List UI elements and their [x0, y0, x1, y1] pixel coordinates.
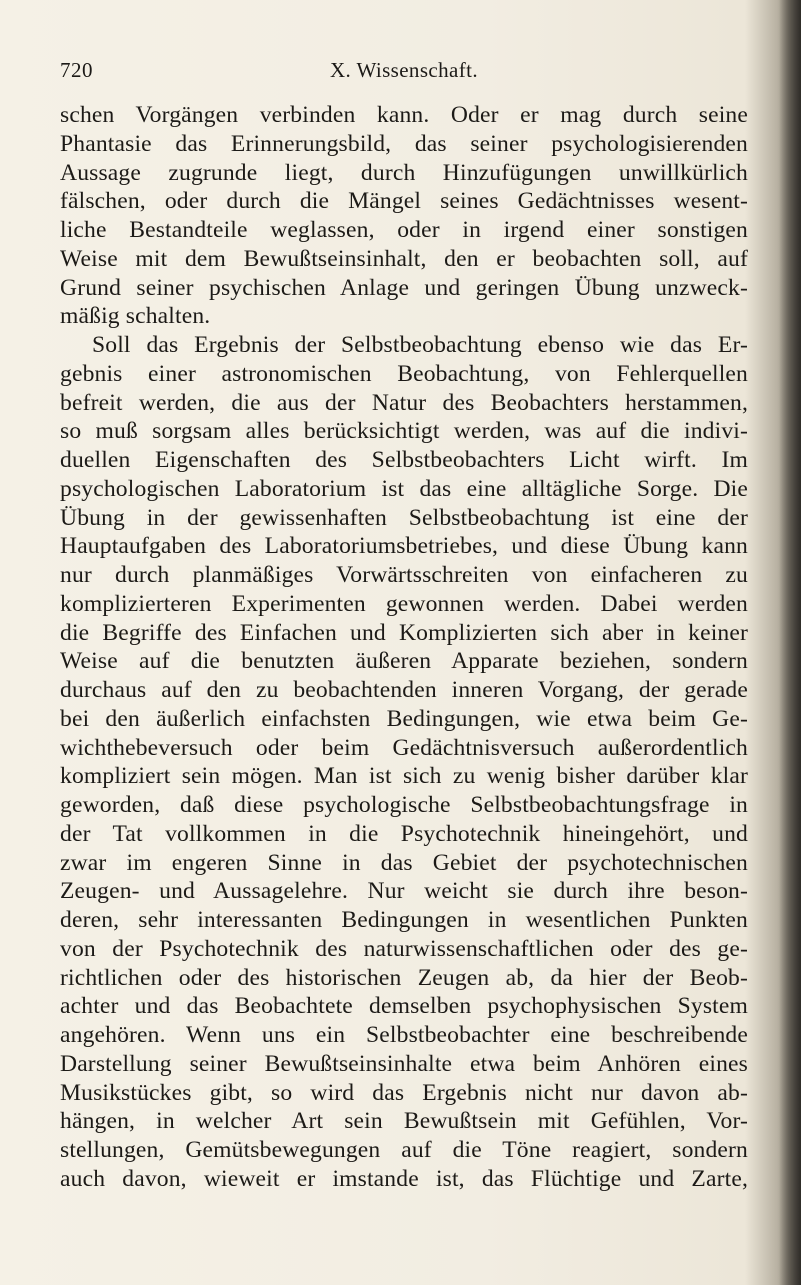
- text-line: liche Bestandteile weglassen, oder in irgend einer sonstigen: [60, 217, 748, 243]
- text-line: Weise auf die benutzten äußeren Apparate beziehen, sondern: [60, 648, 748, 675]
- text-line: gebnis einer astronomischen Beobachtung, von Fehlerquellen: [60, 360, 748, 387]
- text-line: zwar im engeren Sinne in das Gebiet der psychotechnischen: [60, 849, 748, 876]
- text-line: komplizierteren Experimenten gewonnen werden. Dabei werden: [60, 590, 748, 617]
- text-line: nur durch planmäßiges Vorwärtsschreiten von einfacheren zu: [60, 562, 748, 588]
- body-text: [60, 101, 748, 1194]
- text-line: Phantasie das Erinnerungsbild, das seiner psychologisierenden: [60, 130, 748, 157]
- text-line: Zeugen- und Aussagelehre. Nur weicht sie durch ihre beson-: [60, 878, 748, 905]
- text-line: wichthebeversuch oder beim Gedächtnisversuch außerordentlich: [60, 734, 748, 761]
- text-line: durchaus auf den zu beobachtenden inneren Vorgang, der gerade: [60, 677, 748, 703]
- text-line: Übung in der gewissenhaften Selbstbeobachtung ist eine der: [60, 504, 748, 531]
- text-line: Hauptaufgaben des Laboratoriumsbetriebes, und diese Übung kann: [60, 533, 748, 560]
- text-line: deren, sehr interessanten Bedingungen in wesentlichen Punkten: [60, 907, 748, 933]
- running-head: X. Wissenschaft.: [329, 58, 479, 82]
- text-line: Darstellung seiner Bewußtseinsinhalte etwa beim Anhören eines: [60, 1050, 748, 1077]
- paragraph-start-line: Soll das Ergebnis der Selbstbeobachtung ebenso wie das Er-: [92, 332, 748, 358]
- text-line: der Tat vollkommen in die Psychotechnik hineingehört, und: [60, 820, 748, 847]
- text-line: von der Psychotechnik des naturwissenschaftlichen oder des ge-: [60, 935, 748, 962]
- text-line: befreit werden, die aus der Natur des Beobachters herstammen,: [60, 389, 748, 416]
- text-line: stellungen, Gemütsbewegungen auf die Töne reagiert, sondern: [60, 1137, 748, 1163]
- text-line: duellen Eigenschaften des Selbstbeobachters Licht wirft. Im: [60, 447, 748, 473]
- text-line: Grund seiner psychischen Anlage und geringen Übung unzweck-: [60, 274, 748, 301]
- text-line: achter und das Beobachtete demselben psychophysischen System: [60, 993, 748, 1020]
- text-line: schen Vorgängen verbinden kann. Oder er mag durch seine: [60, 102, 748, 128]
- page-number: 720: [60, 58, 93, 82]
- page-header: [60, 58, 748, 88]
- text-line: so muß sorgsam alles berücksichtigt werden, was auf die indivi-: [60, 418, 748, 445]
- text-line: angehören. Wenn uns ein Selbstbeobachter eine beschreibende: [60, 1022, 748, 1048]
- text-line: Aussage zugrunde liegt, durch Hinzufügungen unwillkürlich: [60, 159, 748, 186]
- text-line: die Begriffe des Einfachen und Komplizierten sich aber in keiner: [60, 619, 748, 646]
- paragraph-end-line: mäßig schalten.: [60, 303, 211, 330]
- text-line: Weise mit dem Bewußtseinsinhalt, den er beobachten soll, auf: [60, 245, 748, 272]
- text-line: psychologischen Laboratorium ist das eine alltägliche Sorge. Die: [60, 475, 748, 502]
- page-edge-shadow: [779, 0, 801, 1285]
- text-line: bei den äußerlich einfachsten Bedingungen, wie etwa beim Ge-: [60, 705, 748, 732]
- text-line: fälschen, oder durch die Mängel seines Gedächtnisses wesent-: [60, 188, 748, 215]
- text-line: geworden, daß diese psychologische Selbstbeobachtungsfrage in: [60, 792, 748, 818]
- text-line: kompliziert sein mögen. Man ist sich zu wenig bisher darüber klar: [60, 763, 748, 790]
- text-line: hängen, in welcher Art sein Bewußtsein mit Gefühlen, Vor-: [60, 1108, 748, 1135]
- text-line: auch davon, wieweit er imstande ist, das Flüchtige und Zarte,: [60, 1165, 748, 1192]
- text-line: Musikstückes gibt, so wird das Ergebnis nicht nur davon ab-: [60, 1079, 748, 1106]
- text-line: richtlichen oder des historischen Zeugen ab, da hier der Beob-: [60, 964, 748, 991]
